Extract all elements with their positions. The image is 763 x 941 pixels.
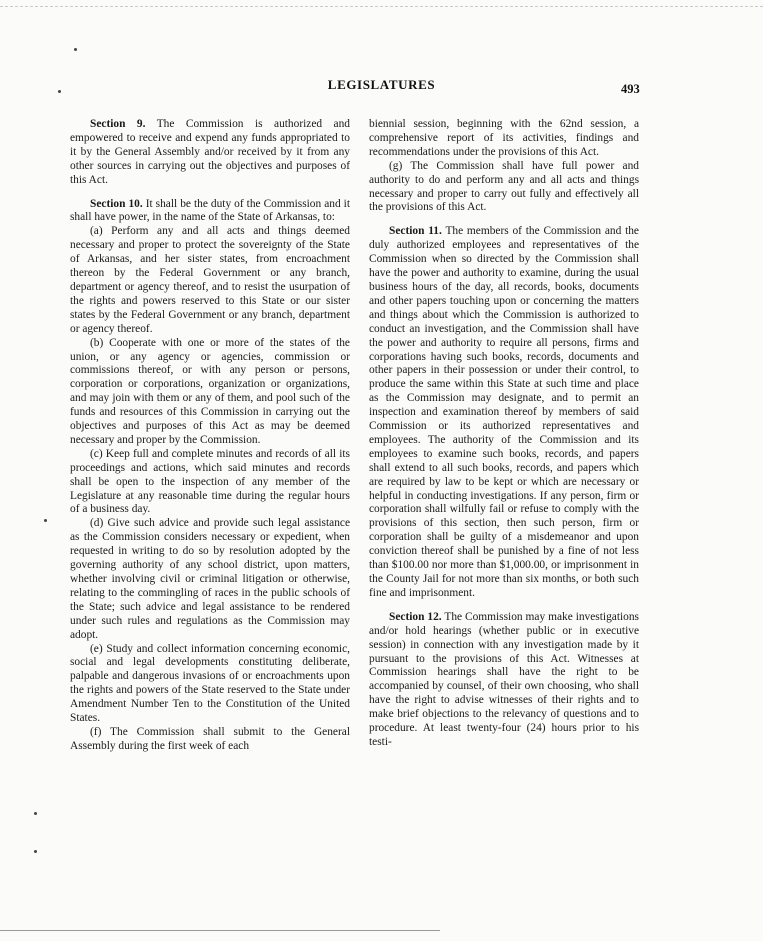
clause-f: (f) The Commission shall submit to the General Assembly during the first week of each xyxy=(70,725,350,752)
right-column xyxy=(369,118,639,750)
section-heading: Section 10. xyxy=(90,197,143,210)
page-number: 493 xyxy=(621,82,640,96)
section-heading: Section 9. xyxy=(90,118,146,130)
left-column xyxy=(70,118,350,754)
section-text: The Commission may make investigations and/or hold hearings (whether public or in executive session) in connection with any investigation made by it pursuant to the provisions of this Act. Witnesses at Commission hearings shall have the right to be accompanied by counsel, of their own choosing, who shall have the right to advise witnesses of their rights and to make brief objections to the relevancy of questions and to procedure. At least twenty-four (24) hours prior to his testi- xyxy=(369,610,639,748)
section-9-paragraph xyxy=(70,118,350,188)
section-heading: Section 12. xyxy=(389,610,442,623)
scan-speck xyxy=(34,850,37,853)
clause-b: (b) Cooperate with one or more of the states of the union, or any agency or agencies, commission or commissions thereof, or with any person or persons, corporation or corporations, organization or organizations, and may join with them or any of them, and pool such of the funds and resources of this Commission in carrying out the objectives and purposes of this Act as may be deemed necessary and proper by the Commission. xyxy=(70,336,350,446)
scan-speck xyxy=(44,519,47,522)
section-heading: Section 11. xyxy=(389,225,442,238)
scan-speck xyxy=(34,812,37,815)
clause-f-continued: biennial session, beginning with the 62nd session, a comprehensive report of its activities, findings and recommendations under the provisions of this Act. xyxy=(369,118,639,158)
running-head: LEGISLATURES xyxy=(327,77,436,92)
clause-d: (d) Give such advice and provide such legal assistance as the Commission considers necessary or expedient, when requested in writing to do so by resolution adopted by the governing authority of any school district, upon matters, whether involving civil or criminal litigation or otherwise, relating to the commingling of races in the public schools of the State; such advice and legal assistance to be rendered under such rules and regulations as the Commission may adopt. xyxy=(70,517,350,641)
clause-c: (c) Keep full and complete minutes and records of all its proceedings and actions, which said minutes and records shall be open to the inspection of any member of the Legislature at any reasonable time during the regular hours of a business day. xyxy=(70,447,350,516)
section-10-paragraph xyxy=(70,198,350,226)
section-text: The Commission is authorized and empowered to receive and expend any funds appropriated to it by the General Assembly and/or received by it from any other sources in carrying out the objectives and purposes of this Act. xyxy=(70,118,350,186)
clause-a: (a) Perform any and all acts and things deemed necessary and proper to protect the sovereignty of the State of Arkansas, and her sister states, from encroachment thereon by the Federal Government or any branch, department or agency thereof, and to resist the usurpation of the rights and powers reserved to this State or our sister states by the Federal Government or any branch, department or agency thereof. xyxy=(70,225,350,335)
section-12-paragraph xyxy=(369,611,639,750)
scan-speck xyxy=(74,48,77,51)
section-text: The members of the Commission and the duly authorized employees and representatives of the Commission when so directed by the Commission shall have the power and authority to examine, during the usual business hours of the day, all records, books, documents and other papers touching upon or concerning the matters and things about which the Commission is authorized to conduct an investigation, and the Commission shall have the power and authority to require all persons, firms and corporations having such books, records, documents and other papers in their possession or under their control, to produce the same within this State at such time and place as the Commission may designate, and to permit an inspection and examination thereof by members of said Commission or its authorized representatives and employees. The authority of the Commission and its employees to examine such books, records, and papers shall extend to all such books, records, and papers which are required by law to be kept or which are necessary or helpful in conducting investigations. If any person, firm or corporation shall wilfully fail or refuse to comply with the provisions of this section, then such person, firm or corporation shall be guilty of a misdemeanor and upon conviction thereof shall be punished by a fine of not less than $100.00 nor more than $1,000.00, or imprisonment in the County Jail for not more than six months, or both such fine and imprisonment. xyxy=(369,225,639,599)
section-text: It shall be the duty of the Commission and it shall have power, in the name of the State of Arkansas, to: xyxy=(70,197,350,224)
clause-e: (e) Study and collect information concerning economic, social and legal developments constituting deliberate, palpable and dangerous invasions of or encroachments upon the rights and powers of the State reserved to the State under Amendment Number Ten to the Constitution of the United States. xyxy=(70,642,350,725)
clause-g: (g) The Commission shall have full power and authority to do and perform any and all acts and things necessary and proper to carry out fully and effectively all the provisions of this Act. xyxy=(369,159,639,214)
top-edge-dashes xyxy=(0,6,763,7)
section-11-paragraph xyxy=(369,225,639,600)
scan-bottom-edge xyxy=(0,930,440,931)
